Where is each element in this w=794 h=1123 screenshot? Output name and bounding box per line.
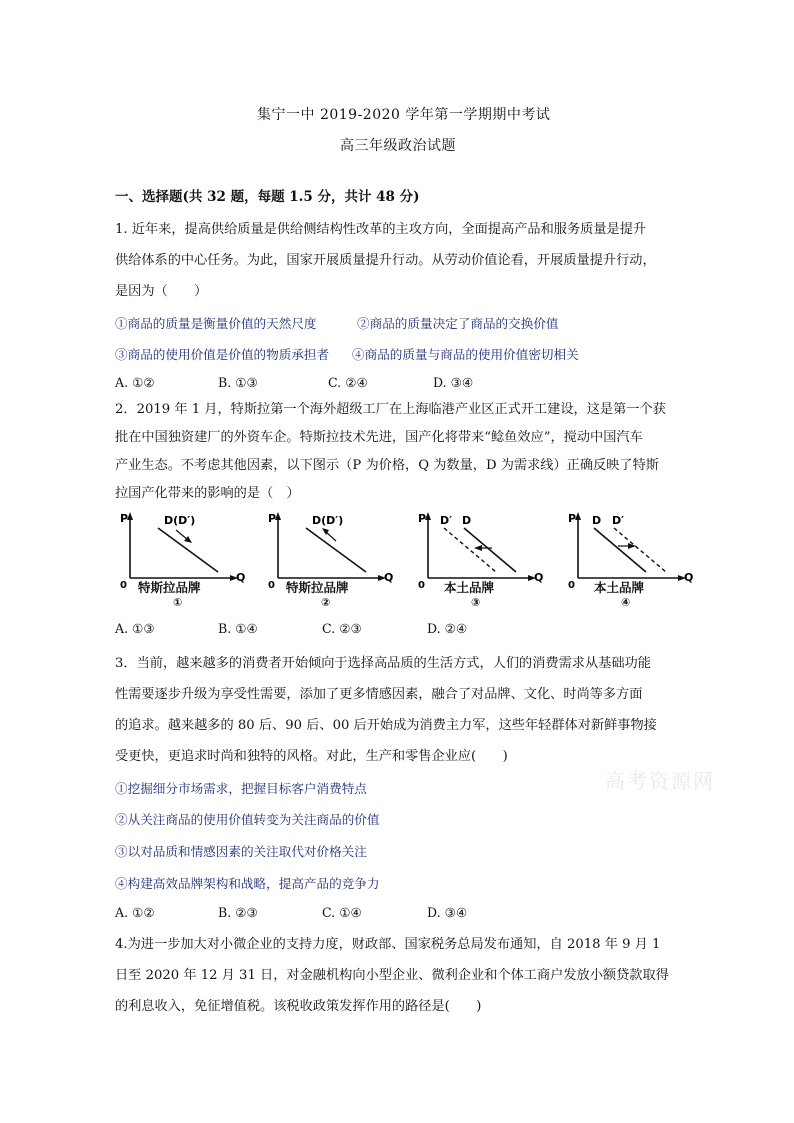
q1-option-3: ③商品的使用价值是价值的物质承担者: [115, 347, 330, 362]
origin-label: 0: [568, 580, 575, 591]
q1-line1: 1. 近年来，提高供给质量是供给侧结构性改革的主攻方向，全面提高产品和服务质量是提升: [115, 222, 647, 237]
graph-1-number: ①: [173, 596, 183, 609]
demand-graph-2: [266, 508, 396, 620]
watermark: 高考资源网: [605, 769, 715, 793]
exam-title: 集宁一中 2019-2020 学年第一学期期中考试: [257, 107, 551, 123]
q1-option-4: ④商品的质量与商品的使用价值密切相关: [352, 347, 579, 362]
demand-new-label: D′: [440, 514, 453, 527]
demand-graph-1: [118, 508, 248, 620]
q-axis-label: Q: [534, 571, 544, 584]
graph-3-number: ③: [471, 596, 481, 609]
q1-option-2: ②商品的质量决定了商品的交换价值: [357, 316, 559, 331]
q3-line1: 3．当前，越来越多的消费者开始倾向于选择高品质的生活方式，人们的消费需求从基础功能: [115, 656, 651, 671]
exam-subtitle: 高三年级政治试题: [340, 138, 456, 154]
demand-label: D: [592, 514, 602, 527]
q2-answer-b: B. ①④: [218, 621, 258, 636]
q4-line3: 的利息收入，免征增值税。该税收政策发挥作用的路径是( ): [115, 999, 482, 1014]
demand-graph-4: [566, 508, 696, 620]
q2-answer-c: C. ②③: [322, 621, 362, 636]
origin-label: 0: [120, 580, 127, 591]
demand-label: D(D′): [312, 514, 344, 527]
q1-line2: 供给体系的中心任务。为此，国家开展质量提升行动。从劳动价值论看，开展质量提升行动，: [115, 253, 656, 268]
q3-option-4: ④构建高效品牌架构和战略，提高产品的竞争力: [115, 876, 380, 891]
origin-label: 0: [418, 580, 425, 591]
q1-option-1: ①商品的质量是衡量价值的天然尺度: [115, 316, 317, 331]
q3-option-3: ③以对品质和情感因素的关注取代对价格关注: [115, 844, 367, 859]
p-axis-label: P: [568, 512, 577, 525]
q1-line3: 是因为（ ）: [115, 284, 208, 299]
demand-new-label: D′: [612, 514, 625, 527]
q2-line2: 批在中国独资建厂的外资车企。特斯拉技术先进，国产化将带来“鲶鱼效应”，搅动中国汽车: [115, 430, 643, 445]
graph-1-caption: 特斯拉品牌: [138, 580, 201, 595]
q3-answer-b: B. ②③: [218, 905, 258, 920]
p-axis-label: P: [418, 512, 427, 525]
q-axis-label: Q: [236, 571, 246, 584]
demand-label: D: [462, 514, 472, 527]
q2-answer-a: A. ①③: [115, 621, 155, 636]
q3-answer-d: D. ③④: [427, 905, 468, 920]
demand-label: D(D′): [164, 514, 196, 527]
q2-line3: 产业生态。不考虑其他因素，以下图示（P 为价格，Q 为数量，D 为需求线）正确反映了特斯: [115, 458, 659, 473]
q-axis-label: Q: [384, 571, 394, 584]
graph-3-caption: 本土品牌: [444, 580, 495, 595]
q2-line1: 2．2019 年 1 月，特斯拉第一个海外超级工厂在上海临港产业区正式开工建设，这是第一个获: [115, 402, 666, 417]
graph-2-caption: 特斯拉品牌: [286, 580, 349, 595]
q1-answer-d: D. ③④: [433, 375, 474, 390]
q4-line2: 日至 2020 年 12 月 31 日，对金融机构向小型企业、微利企业和个体工商户发放小额贷款取得: [115, 968, 669, 983]
q2-line4: 拉国产化带来的影响的是（ ）: [115, 486, 300, 501]
q3-answer-c: C. ①④: [322, 905, 362, 920]
q3-answer-a: A. ①②: [115, 905, 155, 920]
section-heading: 一、选择题(共 32 题，每题 1.5 分，共计 48 分): [115, 189, 420, 205]
q1-answer-a: A. ①②: [115, 375, 155, 390]
q3-line2: 性需要逐步升级为享受性需要，添加了更多情感因素，融合了对品牌、文化、时尚等多方面: [115, 687, 643, 702]
q4-line1: 4.为进一步加大对小微企业的支持力度，财政部、国家税务总局发布通知，自 2018 年 9 月 1: [115, 937, 661, 952]
q1-answer-b: B. ①③: [218, 375, 258, 390]
q2-answer-d: D. ②④: [427, 621, 468, 636]
graph-2-number: ②: [321, 596, 331, 609]
origin-label: 0: [268, 580, 275, 591]
graph-4-number: ④: [621, 596, 631, 609]
graph-4-caption: 本土品牌: [594, 580, 645, 595]
demand-graph-3: [416, 508, 546, 620]
q1-answer-c: C. ②④: [328, 375, 368, 390]
q3-option-2: ②从关注商品的使用价值转变为关注商品的价值: [115, 812, 380, 827]
q3-line3: 的追求。越来越多的 80 后、90 后、00 后开始成为消费主力军，这些年轻群体对新鲜事物接: [115, 718, 657, 733]
p-axis-label: P: [120, 512, 129, 525]
p-axis-label: P: [268, 512, 277, 525]
q3-option-1: ①挖掘细分市场需求，把握目标客户消费特点: [115, 781, 367, 796]
q-axis-label: Q: [684, 571, 694, 584]
q3-line4: 受更快，更追求时尚和独特的风格。对此，生产和零售企业应( ): [115, 749, 508, 764]
